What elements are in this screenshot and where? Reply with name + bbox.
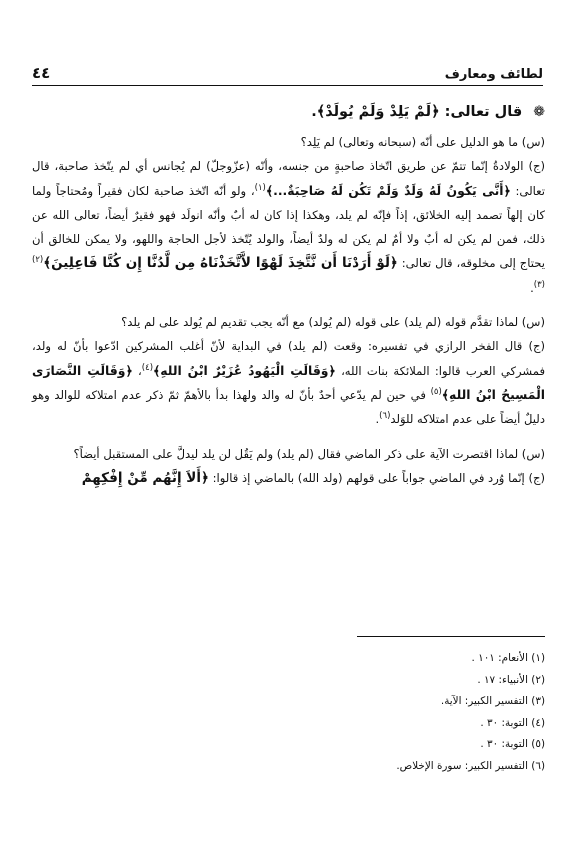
answer-2-sep: ، [138,363,142,378]
footnote-ref-2-3: (٢)(٣) [32,255,545,290]
question-3: (س) لماذا اقتصرت الآية على ذكر الماضي فقال (لم يلد) ولم يَقُل لن يلد ليدلَّ على المستقبل أيضاً؟ [73,446,545,461]
answer-2-text-b: في حين لم يدّعي أحدٌ بأنّ له والد ولهذا بدأ بالأهمّ ثمّ ذكر عدم امتلاكه للوالد وهو دليلٌ أيضاً على عدم امتلاكه للوَلد [32,387,545,427]
intro-line [32,96,545,128]
flower-ornament-icon: ❁ [533,104,545,120]
answer-2-ayah-b: ﴿وَقَالَتِ النَّصَارَى الْمَسِيحُ ابْنُ اللهِ﴾ [32,362,545,402]
intro-ayah: ﴿لَمْ يَلِدْ وَلَمْ يُولَدْ﴾. [311,104,440,120]
answer-1-text-a: (ج) الولادةُ إنّما تتمّ عن طريق اتّخاذ صاحبةٍ من جنسه، وأنّه (عزّوجلّ) لم يُجانس أي لم يتّخذ صاحبة، قال تعالى: [32,159,545,198]
question-2: (س) لماذا تقدَّم قوله (لم يلد) على قوله (لم يُولد) مع أنّه يجب تقديم لم يُولد على لم يلد؟ [121,315,545,330]
answer-2-text-c: . [375,412,380,427]
page-header [32,60,543,86]
footnote-divider [357,636,545,637]
footnote-item: (٤) التوبة: ٣٠ . [480,716,545,729]
answer-1-text-c: . [530,280,534,295]
answer-3 [32,466,545,490]
footnote-item: (٢) الأنبياء: ١٧ . [477,673,545,686]
answer-2 [32,334,545,431]
intro-lead: قال تعالى: [444,104,523,120]
footnote-item: (١) الأنعام: ١٠١ . [471,652,545,664]
running-title: لطائف ومعارف [444,67,543,82]
footnote-item: (٦) التفسير الكبير: سورة الإخلاص. [396,759,545,772]
answer-3-ayah: ﴿أَلاَ إِنَّهُم مِّنْ إِفْكِهِمْ [81,469,209,486]
footnote-ref-1: (١) [254,182,266,193]
answer-3-text: (ج) إنّما وُرد في الماضي جواباً على قولهم (ولد الله) بالماضي إذ قالوا: [212,470,545,485]
answer-1-ayah-b: ﴿لَوْ أَرَدْنَا أَن نَّتَّخِذَ لَهْوًا لاَّتَّخَذْنَاهُ مِن لَّدُنَّا إِن كُنَّا فَاعِلِينَ﴾ [43,255,398,272]
footnote-item: (٣) التفسير الكبير: الآية. [440,695,545,707]
footnote-ref-6: (٦) [379,411,391,422]
main-text [32,96,545,490]
question-1: (س) ما هو الدليل على أنّه (سبحانه وتعالى) لم يَلِد؟ [300,135,545,149]
footnotes [300,648,545,777]
answer-1 [32,154,545,300]
answer-1-text-b: ، ولو أنّه اتّخذ صاحبة لكان فقيراً ومُحتاجاً ولما كان إلهاً تصمد إليه الخلائق، إذاً فإنّه لم يلد، وهكذا إذا كان له أبٌ وأنّه انولَد فهو فقيرٌ أيضاً، تعالى الله عن ذلك، فمن لم يكن له أبٌ ولا أمٌ لم يكن له ولدٌ أيضاً، والولد يُتّخذ لأجل الحاجة واللهو، ولا يمكن للخالق أن يحتاج إلى مخلوقه، قال تعالى: [32,183,546,271]
footnote-ref-5: (٥) [430,387,442,398]
answer-2-text-a: (ج) قال الفخر الرازي في تفسيره: وقعت (لم يلد) في البداية لأنّ أغلب المشركين ادّعوا بأنّ له ولد، فمشركي العرب قالوا: الملائكة بنات الله، [32,339,545,378]
answer-2-ayah-a: ﴿وَقَالَتِ الْيَهُودُ عُزَيْرٌ ابْنُ اللهِ﴾ [153,362,336,378]
answer-1-ayah-a: ﴿أَنَّى يَكُونُ لَهُ وَلَدٌ وَلَمْ تَكُن لَهُ صَاحِبَةٌ...﴾ [265,182,511,198]
page-number: ٤٤ [32,64,51,82]
footnote-ref-4: (٤) [141,362,154,373]
footnote-item: (٥) التوبة: ٣٠ . [480,738,545,750]
